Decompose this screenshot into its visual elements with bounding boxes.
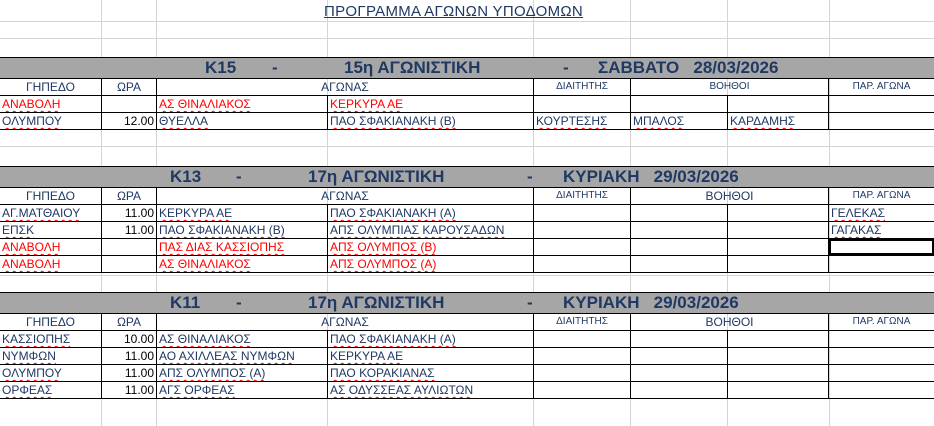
away-team-cell[interactable]: ΠΑΟ ΣΦΑΚΙΑΝΑΚΗ (Α) [328,331,534,347]
header-match[interactable]: ΑΓΩΝΑΣ [157,314,534,330]
assistant1-cell[interactable] [631,239,728,255]
gridline [0,21,934,22]
gridline [0,146,934,147]
assistant2-cell[interactable] [728,365,829,381]
referee-cell[interactable] [534,348,631,364]
assistant1-cell[interactable] [631,96,728,112]
header-match[interactable]: ΑΓΩΝΑΣ [157,79,534,95]
away-team-cell[interactable]: ΑΠΣ ΟΛΥΜΠΟΣ (Β) [328,239,534,255]
assistant2-cell[interactable] [728,222,829,238]
referee-cell[interactable]: ΚΟΥΡΤΕΣΗΣ [534,113,631,129]
header-venue[interactable]: ΓΗΠΕΔΟ [0,314,102,330]
header-row [0,314,934,331]
home-team-cell[interactable]: ΑΣ ΘΙΝΑΛΙΑΚΟΣ [157,96,328,112]
assistant2-cell[interactable] [728,205,829,221]
assistant2-cell[interactable] [728,382,829,398]
assistant1-cell[interactable] [631,222,728,238]
assistant2-cell[interactable]: ΚΑΡΔΑΜΗΣ [728,113,829,129]
observer-cell[interactable] [829,348,934,364]
header-observer[interactable]: ΠΑΡ. ΑΓΩΝΑ [852,81,911,92]
section-dash: - [236,293,242,312]
section-day-date: ΣΑΒΒΑΤΟ 28/03/2026 [598,58,779,77]
referee-cell[interactable] [534,96,631,112]
header-referee[interactable]: ΔΙΑΙΤΗΤΗΣ [534,188,631,204]
venue-cell[interactable]: ΚΑΣΣΙΟΠΗΣ [0,331,102,347]
observer-cell[interactable] [829,365,934,381]
assistant1-cell[interactable] [631,331,728,347]
section-band-k15[interactable] [0,57,934,79]
header-match[interactable]: ΑΓΩΝΑΣ [157,188,534,204]
section-day-date: ΚΥΡΙΑΚΗ 29/03/2026 [563,167,739,186]
time-cell[interactable]: 11.00 [102,382,157,398]
away-team-cell[interactable]: ΑΠΣ ΟΛΥΜΠΟΣ (Α) [328,256,534,272]
observer-cell[interactable] [829,382,934,398]
gridline [0,275,934,276]
away-team-cell[interactable]: ΠΑΟ ΣΦΑΚΙΑΝΑΚΗ (Α) [328,205,534,221]
home-team-cell[interactable]: ΠΑΣ ΔΙΑΣ ΚΑΣΣΙΟΠΗΣ [157,239,328,255]
away-team-cell[interactable]: ΑΣ ΟΔΥΣΣΕΑΣ ΑΥΛΙΩΤΩΝ [328,382,534,398]
referee-cell[interactable] [534,205,631,221]
table-row [0,348,934,365]
section-round: 17η ΑΓΩΝΙΣΤΙΚΗ [308,293,445,312]
header-row [0,79,934,96]
assistant2-cell[interactable] [728,348,829,364]
table-row [0,382,934,399]
table-row [0,365,934,382]
venue-cell[interactable]: ΕΠΣΚ [0,222,102,238]
time-cell[interactable]: 11.00 [102,222,157,238]
referee-cell[interactable] [534,239,631,255]
assistant2-cell[interactable] [728,239,829,255]
section-dash: - [272,58,278,77]
table-row [0,331,934,348]
header-row [0,188,934,205]
header-assistants[interactable]: ΒΟΗΘΟΙ [631,79,829,95]
home-team-cell[interactable]: ΑΣ ΘΙΝΑΛΙΑΚΟΣ [157,331,328,347]
time-cell[interactable]: 12.00 [102,113,157,129]
page-title[interactable]: ΠΡΟΓΡΑΜΜΑ ΑΓΩΝΩΝ ΥΠΟΔΟΜΩΝ [324,3,584,20]
observer-cell[interactable]: ΓΕΛΕΚΑΣ [831,206,886,220]
time-cell[interactable]: 11.00 [102,348,157,364]
observer-cell[interactable] [829,331,934,347]
venue-cell[interactable]: ΟΛΥΜΠΟΥ [0,365,102,381]
observer-cell-selected[interactable] [829,239,934,255]
observer-cell[interactable]: ΓΑΓΑΚΑΣ [831,223,882,237]
away-team-cell[interactable]: ΚΕΡΚΥΡΑ ΑΕ [328,348,534,364]
referee-cell[interactable] [534,331,631,347]
header-venue[interactable]: ΓΗΠΕΔΟ [0,79,102,95]
assistant1-cell[interactable] [631,348,728,364]
gridline [0,38,934,39]
time-cell[interactable] [102,239,157,255]
observer-cell[interactable] [829,96,934,112]
time-cell[interactable] [102,256,157,272]
table-row [0,96,934,113]
section-round: 15η ΑΓΩΝΙΣΤΙΚΗ [344,58,481,77]
header-assistants[interactable]: ΒΟΗΘΟΙ [631,314,829,330]
home-team-cell[interactable]: ΑΠΣ ΟΛΥΜΠΟΣ (Α) [157,365,328,381]
header-venue[interactable]: ΓΗΠΕΔΟ [0,188,102,204]
away-team-cell[interactable]: ΚΕΡΚΥΡΑ ΑΕ [328,96,534,112]
home-team-cell[interactable]: ΑΓΣ ΟΡΦΕΑΣ [157,382,328,398]
header-time[interactable]: ΩΡΑ [102,188,157,204]
away-team-cell[interactable]: ΑΠΣ ΟΛΥΜΠΙΑΣ ΚΑΡΟΥΣΑΔΩΝ [328,222,534,238]
home-team-cell[interactable]: ΠΑΟ ΣΦΑΚΙΑΝΑΚΗ (Β) [157,222,328,238]
venue-cell[interactable]: ΟΛΥΜΠΟΥ [0,113,102,129]
home-team-cell[interactable]: ΘΥΕΛΛΑ [157,113,328,129]
section-dash: - [563,58,569,77]
home-team-cell[interactable]: ΑΣ ΘΙΝΑΛΙΑΚΟΣ [157,256,328,272]
time-cell[interactable]: 11.00 [102,365,157,381]
venue-cell[interactable]: ΑΝΑΒΟΛΗ [0,96,102,112]
section-band-k11[interactable] [0,292,934,314]
assistant1-cell[interactable]: ΜΠΑΛΟΣ [631,113,728,129]
section-day-date: ΚΥΡΙΑΚΗ 29/03/2026 [563,293,739,312]
assistant1-cell[interactable] [631,382,728,398]
home-team-cell[interactable]: ΚΕΡΚΥΡΑ ΑΕ [157,205,328,221]
section-category: K15 [205,58,237,77]
time-cell[interactable] [102,96,157,112]
header-observer[interactable]: ΠΑΡ. ΑΓΩΝΑ [852,316,911,327]
section-dash: - [236,167,242,186]
assistant1-cell[interactable] [631,365,728,381]
venue-cell[interactable]: ΑΓ.ΜΑΤΘΑΙΟΥ [0,205,102,221]
table-row [0,222,934,239]
time-cell[interactable]: 10.00 [102,331,157,347]
venue-cell[interactable]: ΝΥΜΦΩΝ [0,348,102,364]
header-assistants[interactable]: ΒΟΗΘΟΙ [631,188,829,204]
assistant2-cell[interactable] [728,256,829,272]
time-cell[interactable]: 11.00 [102,205,157,221]
section-category: K13 [170,167,202,186]
observer-cell[interactable] [829,113,934,129]
header-referee[interactable]: ΔΙΑΙΤΗΤΗΣ [534,79,631,95]
away-team-cell[interactable]: ΠΑΟ ΚΟΡΑΚΙΑΝΑΣ [328,365,534,381]
referee-cell[interactable] [534,382,631,398]
assistant1-cell[interactable] [631,256,728,272]
assistant2-cell[interactable] [728,331,829,347]
venue-cell[interactable]: ΑΝΑΒΟΛΗ [0,239,102,255]
observer-cell[interactable] [829,256,934,272]
section-dash: - [527,167,533,186]
header-observer[interactable]: ΠΑΡ. ΑΓΩΝΑ [852,190,911,201]
assistant1-cell[interactable] [631,205,728,221]
header-time[interactable]: ΩΡΑ [102,314,157,330]
section-dash: - [527,293,533,312]
section-round: 17η ΑΓΩΝΙΣΤΙΚΗ [308,167,445,186]
away-team-cell[interactable]: ΠΑΟ ΣΦΑΚΙΑΝΑΚΗ (Β) [328,113,534,129]
table-row [0,205,934,222]
referee-cell[interactable] [534,365,631,381]
header-referee[interactable]: ΔΙΑΙΤΗΤΗΣ [534,314,631,330]
referee-cell[interactable] [534,222,631,238]
referee-cell[interactable] [534,256,631,272]
section-band-k13[interactable] [0,166,934,188]
table-row [0,256,934,273]
table-row [0,113,934,130]
venue-cell[interactable]: ΑΝΑΒΟΛΗ [0,256,102,272]
assistant2-cell[interactable] [728,96,829,112]
table-row [0,239,934,256]
home-team-cell[interactable]: ΑΟ ΑΧΙΛΛΕΑΣ ΝΥΜΦΩΝ [157,348,328,364]
section-category: K11 [170,293,201,312]
header-time[interactable]: ΩΡΑ [102,79,157,95]
venue-cell[interactable]: ΟΡΦΕΑΣ [0,382,102,398]
